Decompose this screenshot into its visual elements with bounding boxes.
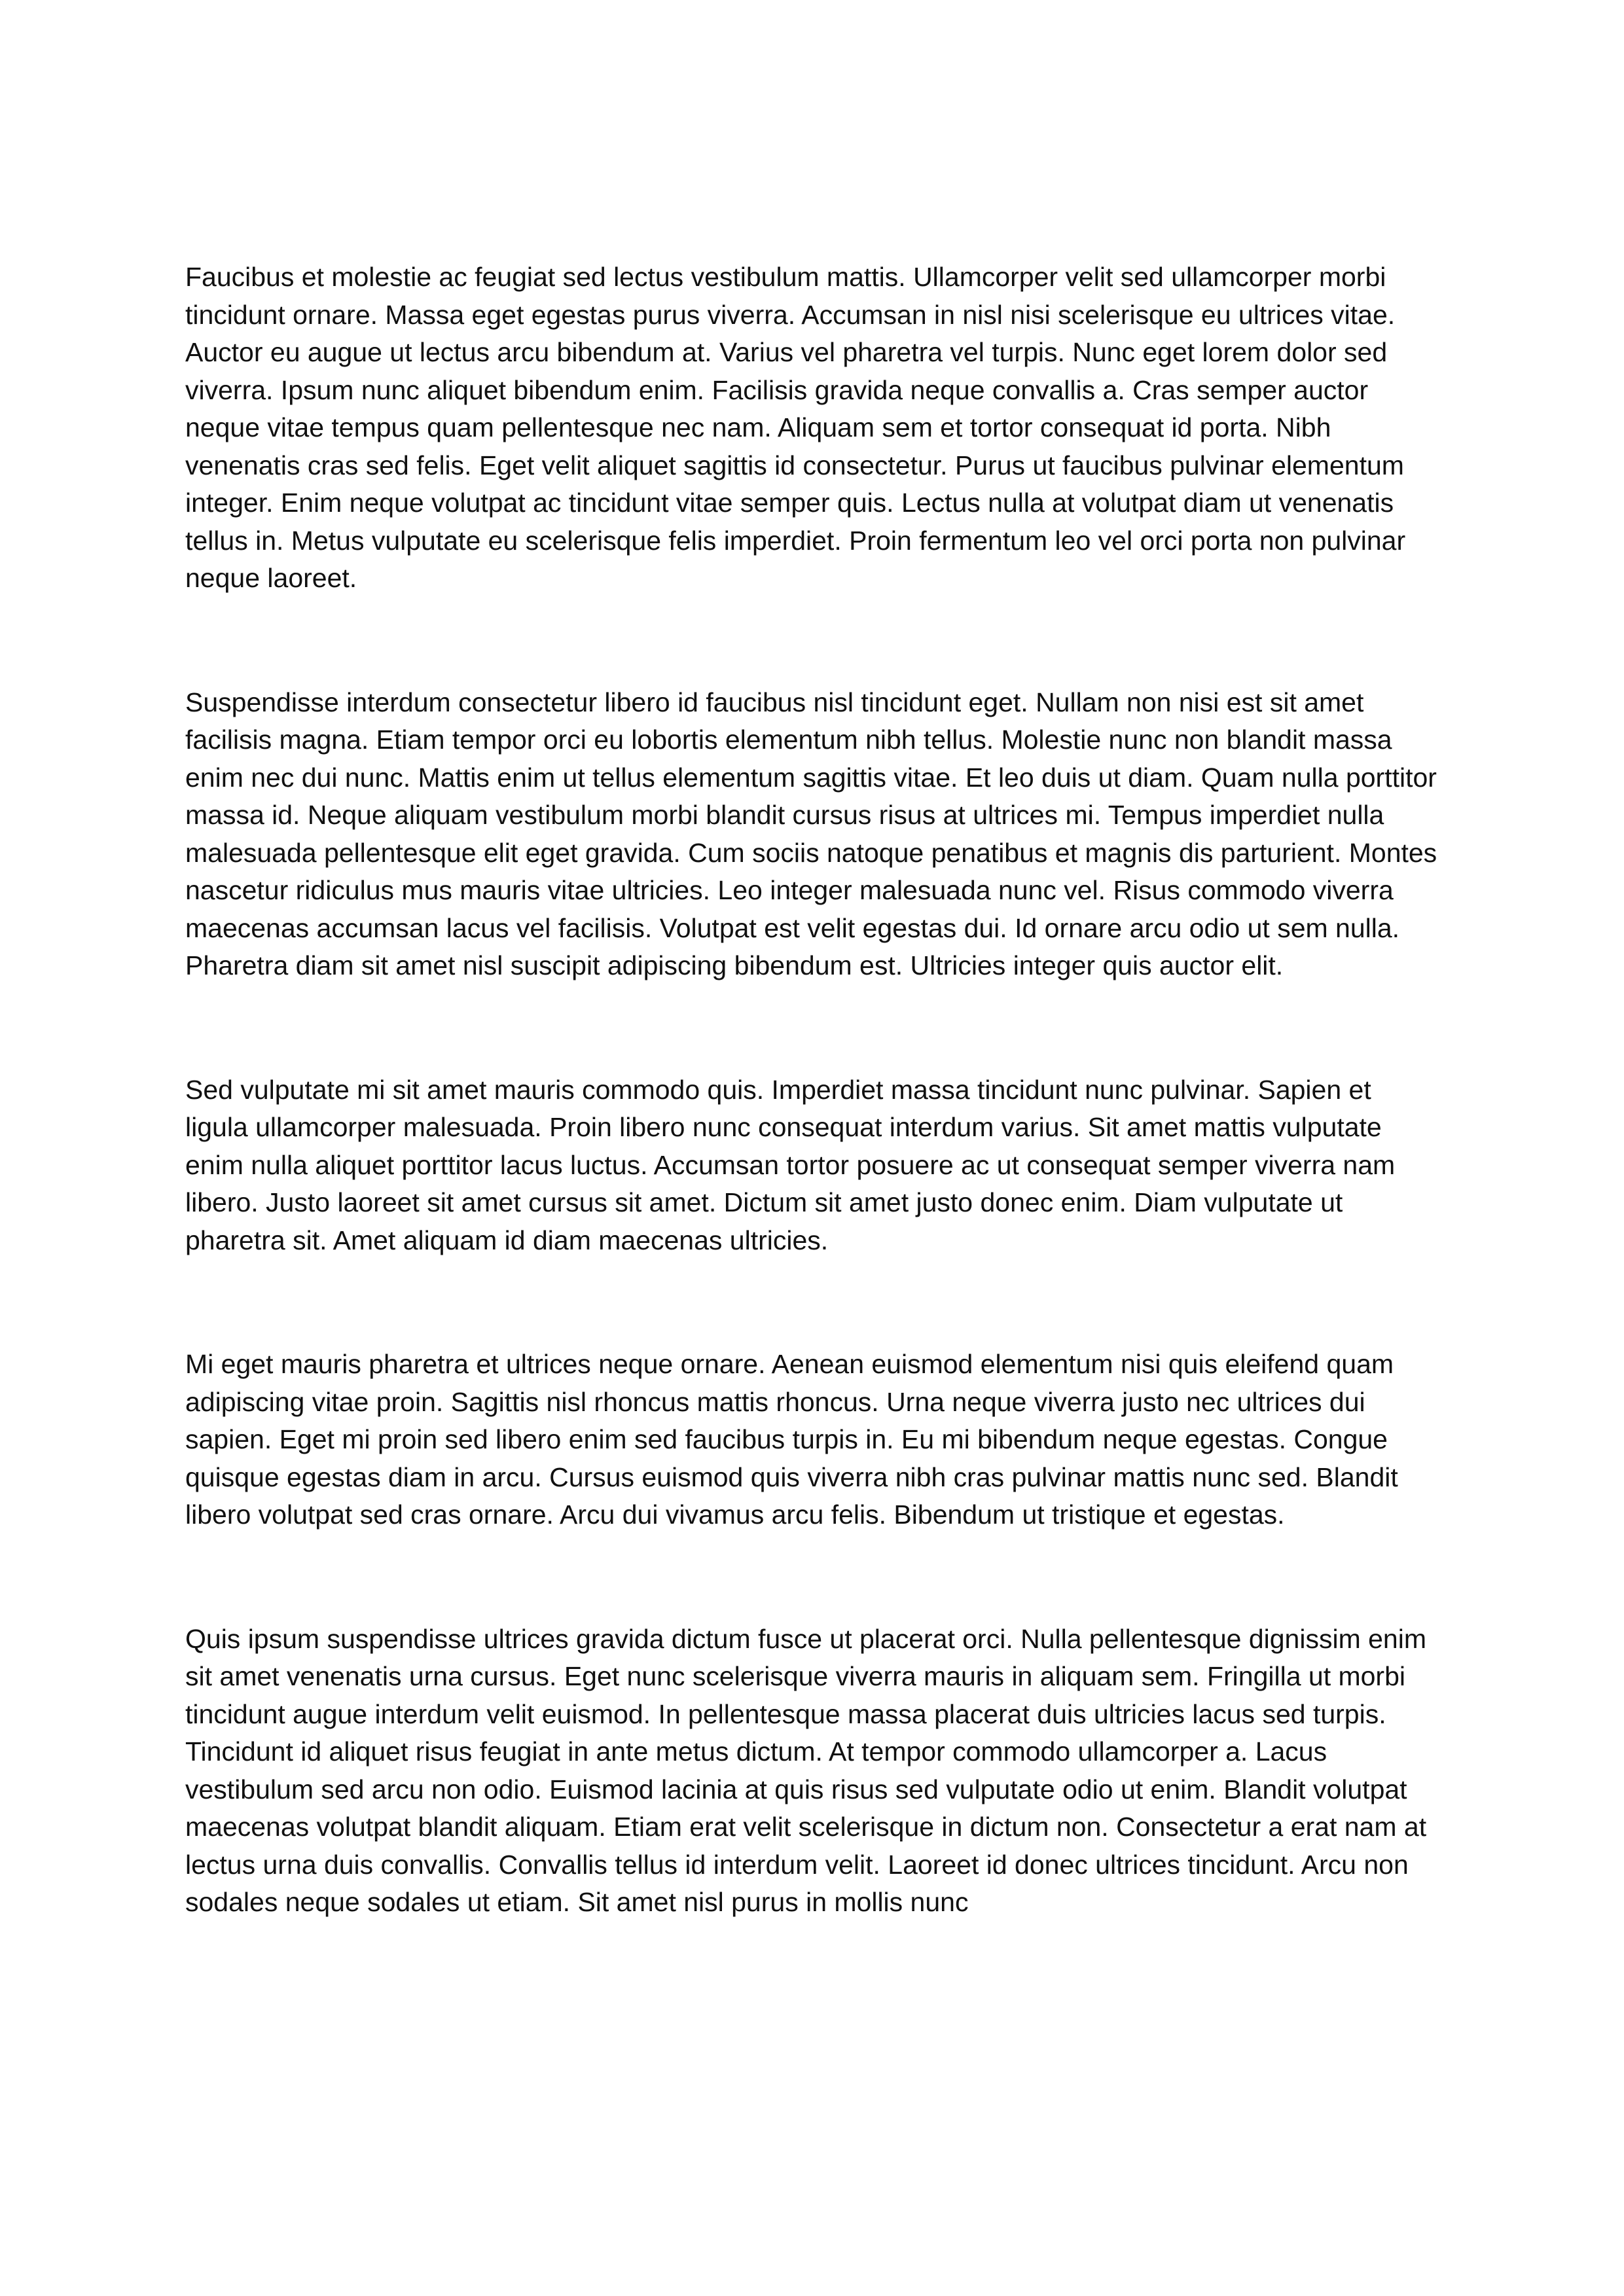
paragraph-3: Sed vulputate mi sit amet mauris commodo quis. Imperdiet massa tincidunt nunc pulvinar. Sapien et ligula ullamcorper malesuada. Proin libero nunc consequat interdum varius. Sit amet mattis vulputate enim nulla aliquet porttitor lacus luctus. Accumsan tortor posuere ac ut consequat semper viverra nam libero. Justo laoreet sit amet cursus sit amet. Dictum sit amet justo donec enim. Diam vulputate ut pharetra sit. Amet aliquam id diam maecenas ultricies. xyxy=(185,1074,1396,1255)
paragraph-4: Mi eget mauris pharetra et ultrices neque ornare. Aenean euismod elementum nisi quis eleifend quam adipiscing vitae proin. Sagittis nisl rhoncus mattis rhoncus. Urna neque viverra justo nec ultrices dui sapien. Eget mi proin sed libero enim sed faucibus turpis in. Eu mi bibendum neque egestas. Congue quisque egestas diam in arcu. Cursus euismod quis viverra nibh cras pulvinar mattis nunc sed. Blandit libero volutpat sed cras ornare. Arcu dui vivamus arcu felis. Bibendum ut tristique et egestas. xyxy=(185,1349,1398,1530)
paragraph-5: Quis ipsum suspendisse ultrices gravida dictum fusce ut placerat orci. Nulla pellentesque dignissim enim sit amet venenatis urna cursus. Eget nunc scelerisque viverra mauris in aliquam sem. Fringilla ut morbi tincidunt augue interdum velit euismod. In pellentesque massa placerat duis ultricies lacus sed turpis. Tincidunt id aliquet risus feugiat in ante metus dictum. At tempor commodo ullamcorper a. Lacus vestibulum sed arcu non odio. Euismod lacinia at quis risus sed vulputate odio ut enim. Blandit volutpat maecenas volutpat blandit aliquam. Etiam erat velit scelerisque in dictum non. Consectetur a erat nam at lectus urna duis convallis. Convallis tellus id interdum velit. Laoreet id donec ultrices tincidunt. Arcu non sodales neque sodales ut etiam. Sit amet nisl purus in mollis nunc xyxy=(185,1623,1427,1917)
document-text-body xyxy=(185,259,1437,1922)
paragraph-1: Faucibus et molestie ac feugiat sed lectus vestibulum mattis. Ullamcorper velit sed ullamcorper morbi tincidunt ornare. Massa eget egestas purus viverra. Accumsan in nisl nisi scelerisque eu ultrices vitae. Auctor eu augue ut lectus arcu bibendum at. Varius vel pharetra vel turpis. Nunc eget lorem dolor sed viverra. Ipsum nunc aliquet bibendum enim. Facilisis gravida neque convallis a. Cras semper auctor neque vitae tempus quam pellentesque nec nam. Aliquam sem et tortor consequat id porta. Nibh venenatis cras sed felis. Eget velit aliquet sagittis id consectetur. Purus ut faucibus pulvinar elementum integer. Enim neque volutpat ac tincidunt vitae semper quis. Lectus nulla at volutpat diam ut venenatis tellus in. Metus vulputate eu scelerisque felis imperdiet. Proin fermentum leo vel orci porta non pulvinar neque laoreet. xyxy=(185,262,1406,593)
paragraph-2: Suspendisse interdum consectetur libero id faucibus nisl tincidunt eget. Nullam non nisi est sit amet facilisis magna. Etiam tempor orci eu lobortis elementum nibh tellus. Molestie nunc non blandit massa enim nec dui nunc. Mattis enim ut tellus elementum sagittis vitae. Et leo duis ut diam. Quam nulla porttitor massa id. Neque aliquam vestibulum morbi blandit cursus risus at ultrices mi. Tempus imperdiet nulla malesuada pellentesque elit eget gravida. Cum sociis natoque penatibus et magnis dis parturient. Montes nascetur ridiculus mus mauris vitae ultricies. Leo integer malesuada nunc vel. Risus commodo viverra maecenas accumsan lacus vel facilisis. Volutpat est velit egestas dui. Id ornare arcu odio ut sem nulla. Pharetra diam sit amet nisl suscipit adipiscing bibendum est. Ultricies integer quis auctor elit. xyxy=(185,687,1437,980)
